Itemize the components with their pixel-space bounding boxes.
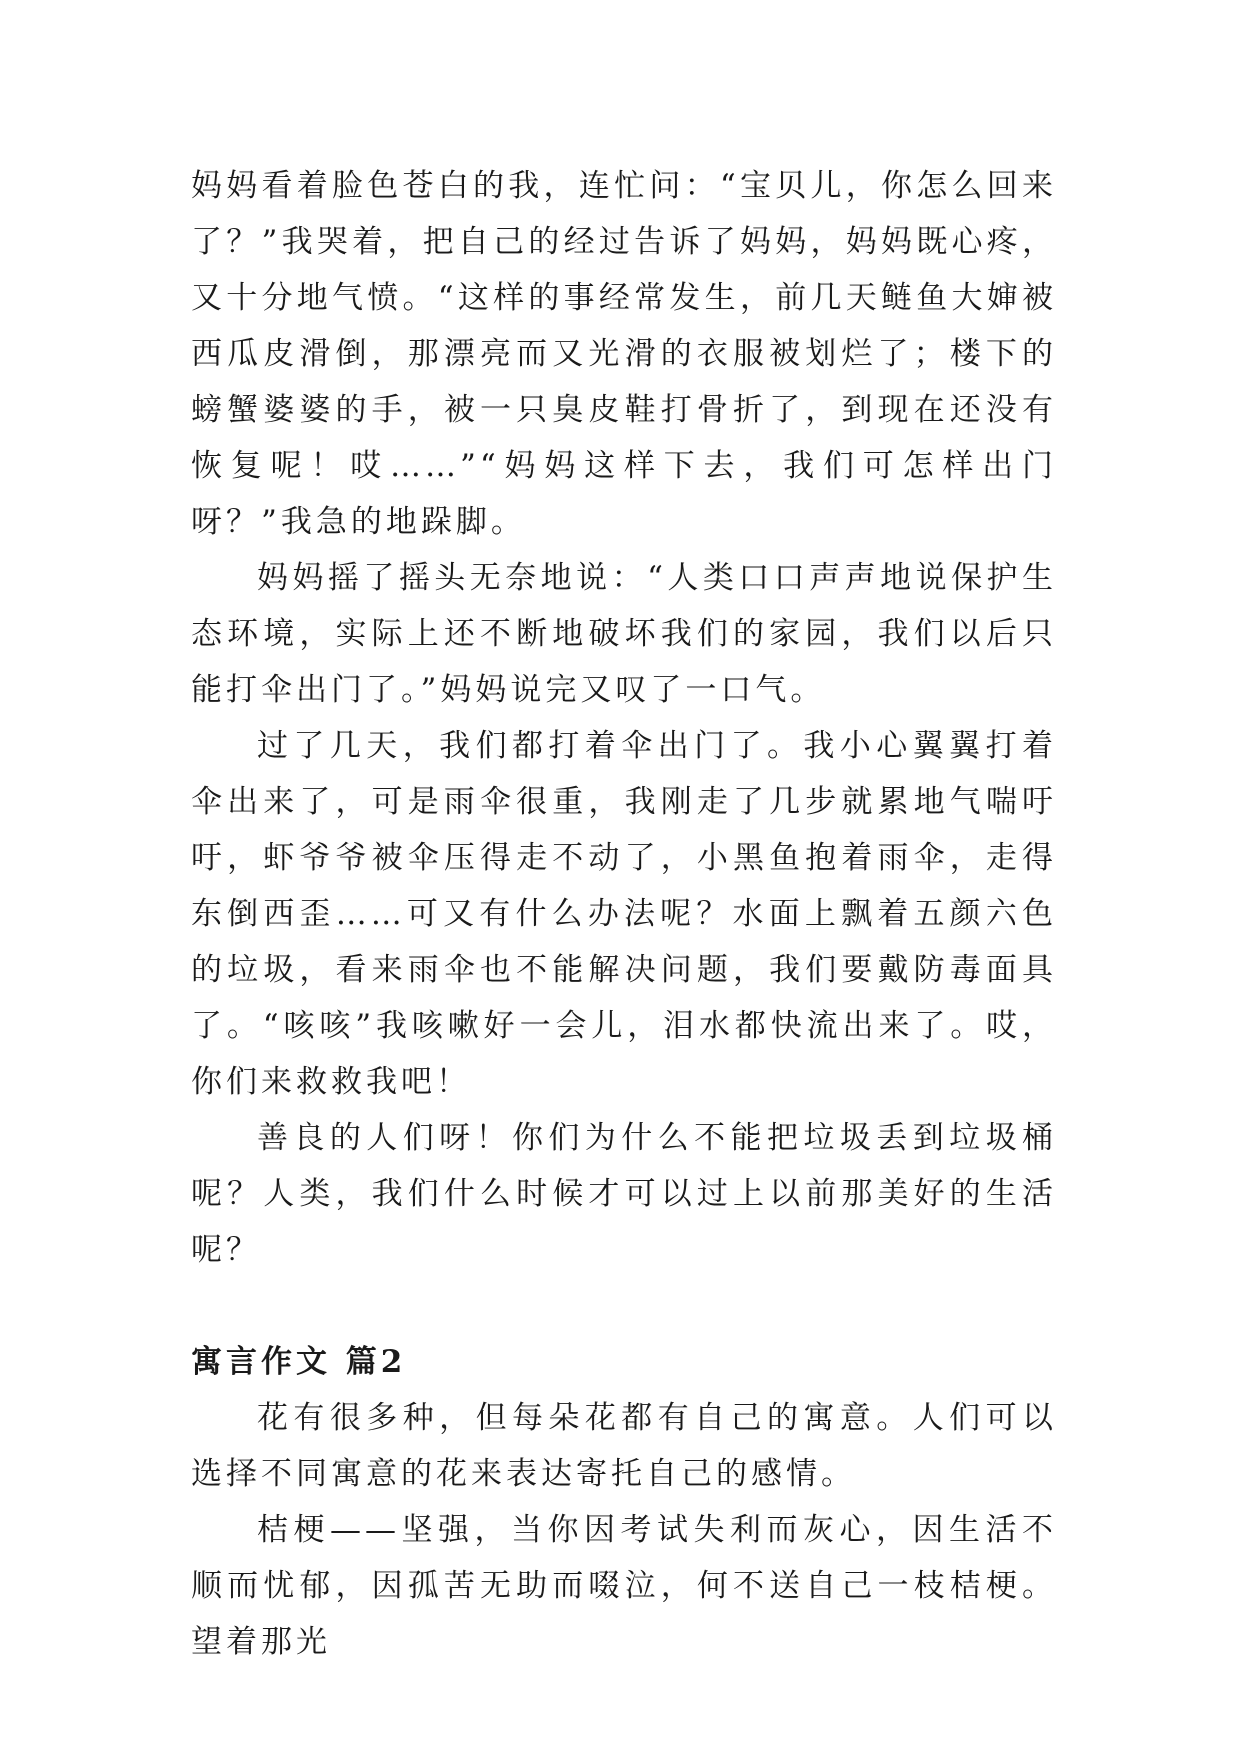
paragraph-platycodon: 桔梗——坚强，当你因考试失利而灰心，因生活不顺而忧郁，因孤苦无助而啜泣，何不送自己一枝桔梗。望着那光 — [191, 1512, 1057, 1660]
section-heading: 寓言作文 篇2 — [191, 1344, 407, 1380]
paragraph-flower-meanings: 花有很多种，但每朵花都有自己的寓意。人们可以选择不同寓意的花来表达寄托自己的感情。 — [191, 1400, 1057, 1492]
document-body — [191, 158, 1057, 1670]
paragraph-umbrella-outing: 过了几天，我们都打着伞出门了。我小心翼翼打着伞出来了，可是雨伞很重，我刚走了几步就累地气喘吁吁，虾爷爷被伞压得走不动了，小黑鱼抱着雨伞，走得东倒西歪……可又有什么办法呢？水面上飘着五颜六色的垃圾，看来雨伞也不能解决问题，我们要戴防毒面具了。“咳咳”我咳嗽好一会儿，泪水都快流出来了。哎，你们来救救我吧！ — [191, 728, 1057, 1100]
paragraph-mother-sighs: 妈妈摇了摇头无奈地说：“人类口口声声地说保护生态环境，实际上还不断地破坏我们的家园，我们以后只能打伞出门了。”妈妈说完又叹了一口气。 — [191, 560, 1057, 708]
paragraph-plea-to-humans: 善良的人们呀！你们为什么不能把垃圾丢到垃圾桶呢？人类，我们什么时候才可以过上以前那美好的生活呢？ — [191, 1120, 1057, 1268]
paragraph-mother-asks: 妈妈看着脸色苍白的我，连忙问：“宝贝儿，你怎么回来了？”我哭着，把自己的经过告诉了妈妈，妈妈既心疼，又十分地气愤。“这样的事经常发生，前几天鲢鱼大婶被西瓜皮滑倒，那漂亮而又光滑的衣服被划烂了；楼下的螃蟹婆婆的手，被一只臭皮鞋打骨折了，到现在还没有恢复呢！哎……”“妈妈这样下去，我们可怎样出门呀？”我急的地跺脚。 — [191, 168, 1057, 540]
